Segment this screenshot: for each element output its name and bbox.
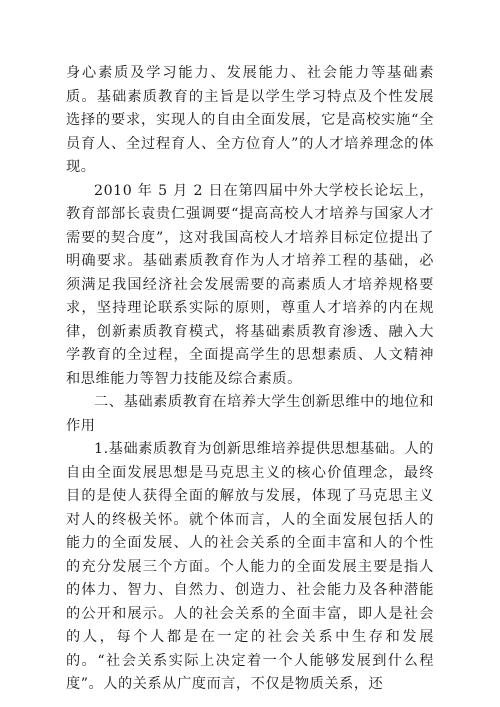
paragraph-3: 1.基础素质教育为创新思维培养提供思想基础。人的自由全面发展思想是马克思主义的核心价值理念，最终目的是使人获得全面的解放与发展，体现了马克思主义对人的终极关怀。就个体而言，人的全面发展包括人的能力的全面发展、人的社会关系的全面丰富和人的个性的充分发展三个方面。个人能力的全面发展主要是指人的体力、智力、自然力、创造力、社会能力及各种潜能的公开和展示。人的社会关系的全面丰富，即人是社会的人，每个人都是在一定的社会关系中生存和发展的。“社会关系实际上决定着一个人能够发展到什么程度”。人的关系从广度而言，不仅是物质关系，还	[66, 441, 434, 692]
paragraph-2: 2010 年 5 月 2 日在第四届中外大学校长论坛上，教育部部长袁贵仁强调要“提高高校人才培养与国家人才需要的契合度”，这对我国高校人才培养目标定位提出了明确要求。基础素质教育作为人才培养工程的基础，必须满足我国经济社会发展需要的高素质人才培养规格要求，坚持理论联系实际的原则，尊重人才培养的内在规律，创新素质教育模式，将基础素质教育渗透、融入大学教育的全过程，全面提高学生的思想素质、人文精神和思维能力等智力技能及综合素质。	[66, 182, 434, 387]
document-body	[66, 62, 434, 697]
paragraph-1: 身心素质及学习能力、发展能力、社会能力等基础素质。基础素质教育的主旨是以学生学习特点及个性发展选择的要求，实现人的自由全面发展，它是高校实施“全员育人、全过程育人、全方位育人”的人才培养理念的体现。	[66, 65, 434, 175]
section-heading: 二、基础素质教育在培养大学生创新思维中的地位和作用	[66, 394, 434, 434]
